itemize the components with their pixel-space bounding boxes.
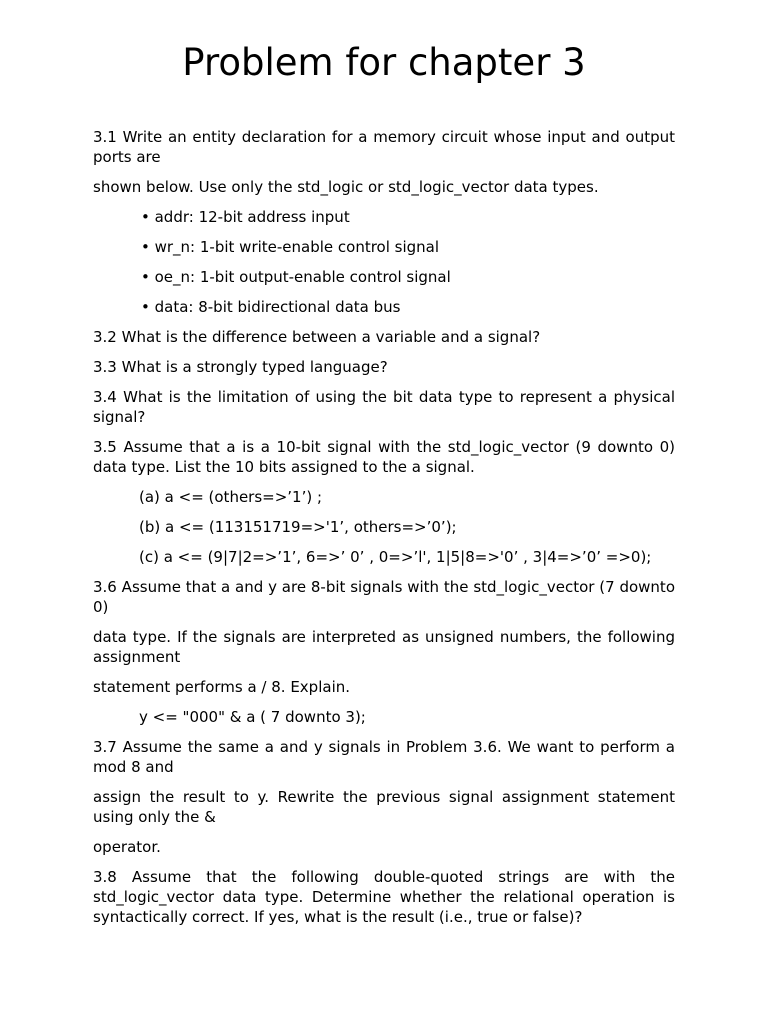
port-item-wr-n: • wr_n: 1-bit write-enable control signal <box>141 238 440 256</box>
port-item-data: • data: 8-bit bidirectional data bus <box>141 298 401 316</box>
problem-3-5-c: (c) a <= (9|7|2=>’1’, 6=>’ 0’ , 0=>’l', 1|5|8=>'0’ , 3|4=>’0’ =>0); <box>139 548 652 566</box>
problem-3-5-b: (b) a <= (113151719=>'1’, others=>’0’); <box>139 518 457 536</box>
problem-3-7-line-1: 3.7 Assume the same a and y signals in Problem 3.6. We want to perform a mod 8 and <box>93 738 675 776</box>
problem-3-2: 3.2 What is the difference between a variable and a signal? <box>93 328 541 346</box>
problem-3-1-intro: 3.1 Write an entity declaration for a memory circuit whose input and output ports are <box>93 128 675 166</box>
problem-3-3: 3.3 What is a strongly typed language? <box>93 358 388 376</box>
problem-3-8: 3.8 Assume that the following double-quoted strings are with the std_logic_vector data type. Determine whether the relational operation is syntactically correct. If yes, what is the result (i.e., true or false)? <box>93 868 675 926</box>
problem-3-6-line-1: 3.6 Assume that a and y are 8-bit signals with the std_logic_vector (7 downto 0) <box>93 578 675 616</box>
problem-3-5-a: (a) a <= (others=>’1’) ; <box>139 488 323 506</box>
problem-3-7-line-2: assign the result to y. Rewrite the previous signal assignment statement using only the & <box>93 788 675 826</box>
problem-3-4: 3.4 What is the limitation of using the bit data type to represent a physical signal? <box>93 388 675 426</box>
port-item-oe-n: • oe_n: 1-bit output-enable control signal <box>141 268 451 286</box>
problem-3-6-code: y <= "000" & a ( 7 downto 3); <box>139 708 366 726</box>
problem-3-5: 3.5 Assume that a is a 10-bit signal with the std_logic_vector (9 downto 0) data type. List the 10 bits assigned to the a signal. <box>93 438 675 476</box>
problem-3-6-line-2: data type. If the signals are interpreted as unsigned numbers, the following assignment <box>93 628 675 666</box>
page-title: Problem for chapter 3 <box>182 41 586 84</box>
problem-list <box>93 127 675 927</box>
problem-3-6-line-3: statement performs a / 8. Explain. <box>93 678 351 696</box>
problem-3-7-line-3: operator. <box>93 838 161 856</box>
problem-3-1-instruction: shown below. Use only the std_logic or std_logic_vector data types. <box>93 178 599 196</box>
port-item-addr: • addr: 12-bit address input <box>141 208 350 226</box>
